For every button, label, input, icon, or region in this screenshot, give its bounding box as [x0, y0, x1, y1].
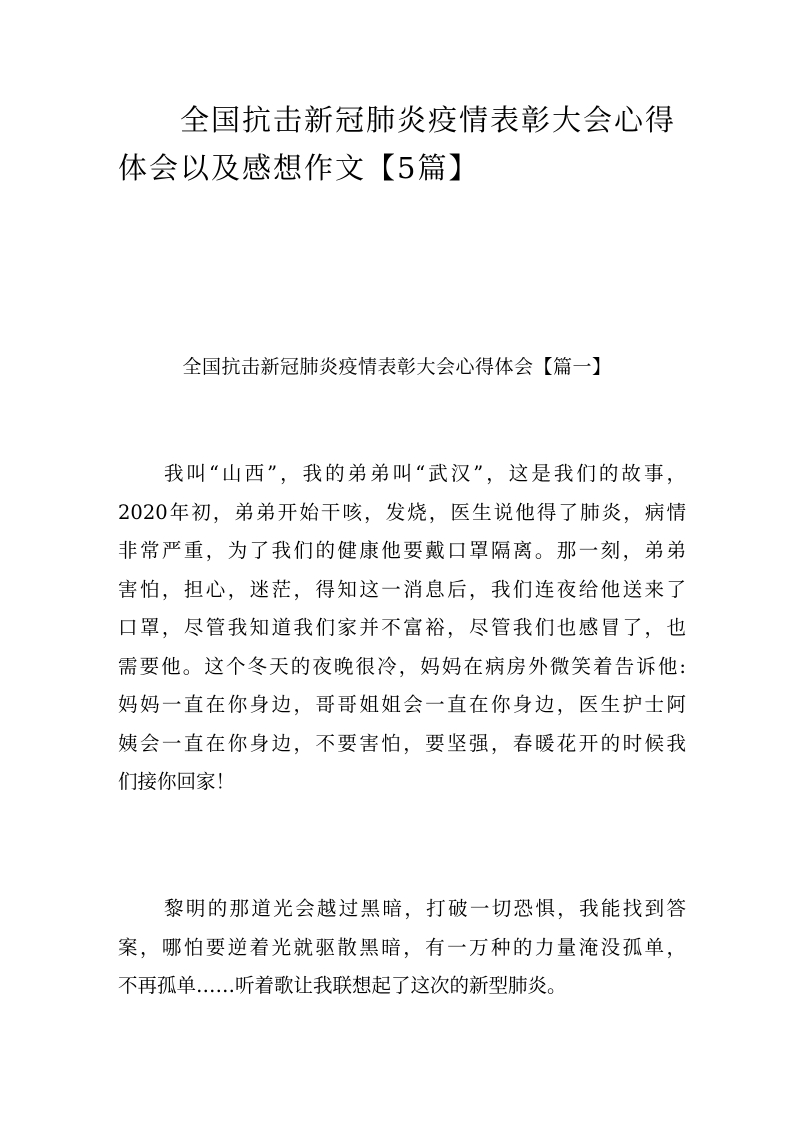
section-heading: 全国抗击新冠肺炎疫情表彰大会心得体会【篇一】: [182, 356, 612, 378]
paragraph-line: 们接你回家！: [118, 770, 236, 793]
paragraph-line: 姨会一直在你身边，不要害怕，要坚强，春暖花开的时候我: [118, 731, 686, 755]
paragraph-line: 需要他。这个冬天的夜晚很冷，妈妈在病房外微笑着告诉他:: [118, 654, 686, 678]
paragraph-line: 2020年初，弟弟开始干咳，发烧，医生说他得了肺炎，病情: [118, 500, 686, 524]
document-title: [118, 96, 698, 192]
paragraph-line: 妈妈一直在你身边，哥哥姐姐会一直在你身边，医生护士阿: [118, 693, 686, 716]
document-title-line-2: 体会以及感想作文【5篇】: [118, 151, 480, 185]
paragraph-2: [118, 890, 686, 1006]
paragraph-line: 案，哪怕要逆着光就驱散黑暗，有一万种的力量淹没孤单，: [118, 935, 686, 959]
paragraph-1: [118, 455, 686, 802]
paragraph-line: 口罩，尽管我知道我们家并不富裕，尽管我们也感冒了，也: [118, 616, 686, 639]
paragraph-line: 不再孤单……听着歌让我联想起了这次的新型肺炎。: [118, 974, 567, 997]
paragraph-line: 黎明的那道光会越过黑暗，打破一切恐惧，我能找到答: [164, 897, 686, 920]
paragraph-line: 害怕，担心，迷茫，得知这一消息后，我们连夜给他送来了: [118, 577, 686, 601]
paragraph-line: 非常严重，为了我们的健康他要戴口罩隔离。那一刻，弟弟: [118, 539, 686, 562]
paragraph-line: 我叫“山西”，我的弟弟叫“武汉”，这是我们的故事，: [164, 462, 686, 485]
document-title-line-1: 全国抗击新冠肺炎疫情表彰大会心得: [180, 103, 677, 137]
